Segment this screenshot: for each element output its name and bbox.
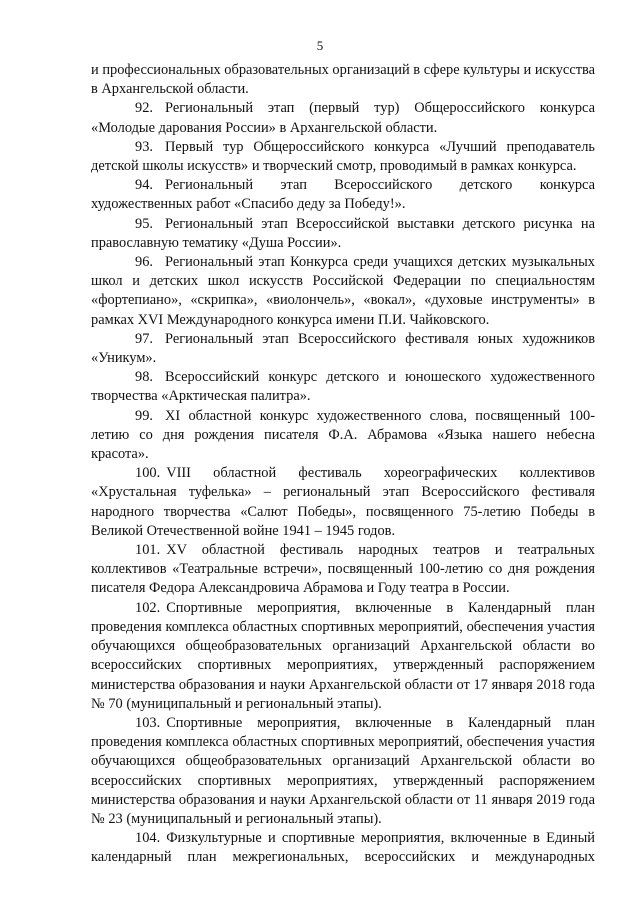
- item-text: Спортивные мероприятия, включенные в Календарный план проведения комплекса областных спортивных мероприятий, обеспечения участия обучающихся общеобразовательных организаций Архангельской области во всероссийских спортивных мероприятиях, утвержденный распоряжением министерства образования и науки Архангельской области от 11 января 2019 года № 23 (муниципальный и региональный этапы).: [91, 714, 595, 827]
- item-number: 99.: [135, 407, 153, 424]
- list-item-98: [91, 368, 595, 406]
- item-number: 93.: [135, 138, 153, 155]
- item-text: Физкультурные и спортивные мероприятия, включенные в Единый календарный план межрегиональных, всероссийских и международных: [91, 830, 595, 866]
- item-text: Региональный этап Всероссийской выставки детского рисунка на православную тематику «Душа России».: [91, 215, 595, 251]
- item-text: Региональный этап (первый тур) Общероссийского конкурса «Молодые дарования России» в Архангельской области.: [91, 100, 595, 136]
- item-text: XV областной фестиваль народных театров и театральных коллективов «Театральные встречи», посвященный 100-летию со дня рождения писателя Федора Александровича Абрамова и Году театра в России.: [91, 542, 595, 597]
- list-item-94: [91, 176, 595, 214]
- list-item-99: [91, 407, 595, 465]
- list-item-103: [91, 714, 595, 829]
- item-text: VIII областной фестиваль хореографических коллективов «Хрустальная туфелька» – региональный этап Всероссийского фестиваля народного творчества «Салют Победы», посвященного 75-летию Победы в Великой Отечественной войне 1941 – 1945 годов.: [91, 465, 595, 539]
- page-number: 5: [316, 38, 324, 53]
- item-number: 104.: [135, 830, 161, 847]
- page-body: [91, 61, 595, 868]
- item-text: Первый тур Общероссийского конкурса «Лучший преподаватель детской школы искусств» и творческий смотр, проводимый в рамках конкурса.: [91, 138, 595, 175]
- item-text: Региональный этап Всероссийского фестиваля юных художников «Уникум».: [91, 330, 595, 367]
- item-number: 102.: [135, 599, 161, 616]
- list-item-102: [91, 599, 595, 714]
- item-number: 92.: [135, 100, 153, 117]
- item-text: Региональный этап Всероссийского детского конкурса художественных работ «Спасибо деду за Победу!».: [91, 177, 595, 213]
- item-number: 101.: [135, 542, 161, 559]
- list-item-96: [91, 253, 595, 330]
- list-item-100: [91, 464, 595, 541]
- list-item-101: [91, 541, 595, 599]
- item-number: 96.: [135, 254, 153, 271]
- item-number: 97.: [135, 330, 153, 347]
- list-item-97: [91, 330, 595, 368]
- list-item-95: [91, 215, 595, 253]
- list-item-92: [91, 99, 595, 137]
- list-item-104: [91, 829, 595, 867]
- list-item-93: [91, 138, 595, 176]
- item-number: 95.: [135, 215, 153, 232]
- item-number: 100.: [135, 465, 161, 482]
- continuation-paragraph: и профессиональных образовательных организаций в сфере культуры и искусства в Архангельской области.: [91, 62, 595, 98]
- item-number: 98.: [135, 369, 153, 386]
- item-text: XI областной конкурс художественного слова, посвященный 100-летию со дня рождения писателя Ф.А. Абрамова «Языка нашего небесна красота».: [91, 407, 595, 463]
- item-text: Всероссийский конкурс детского и юношеского художественного творчества «Арктическая палитра».: [91, 369, 595, 405]
- item-text: Региональный этап Конкурса среди учащихся детских музыкальных школ и детских школ искусств Российской Федерации по специальностям «фортепиано», «скрипка», «виолончель», «вокал», «духовые инструменты» в рамках XVI Международного конкурса имени П.И. Чайковского.: [91, 254, 595, 328]
- item-text: Спортивные мероприятия, включенные в Календарный план проведения комплекса областных спортивных мероприятий, обеспечения участия обучающихся общеобразовательных организаций Архангельской области во всероссийских спортивных мероприятиях, утвержденный распоряжением министерства образования и науки Архангельской области от 17 января 2018 года № 70 (муниципальный и региональный этапы).: [91, 599, 595, 712]
- item-number: 103.: [135, 714, 161, 731]
- item-number: 94.: [135, 177, 153, 194]
